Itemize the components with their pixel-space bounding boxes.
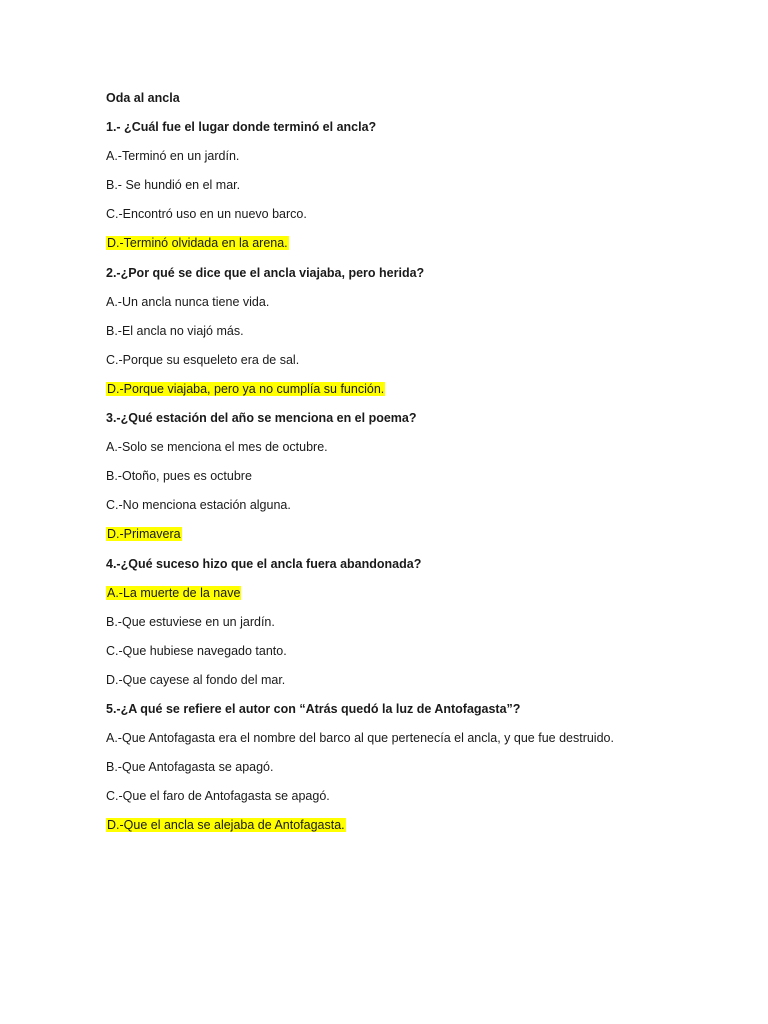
document-title-text: Oda al ancla: [106, 91, 180, 105]
question-text: 5.-¿A qué se refiere el autor con “Atrás quedó la luz de Antofagasta”?: [106, 701, 521, 716]
option-2a: [106, 294, 746, 310]
question-2: [106, 265, 746, 281]
option-3d: [106, 526, 746, 542]
question-text: 4.-¿Qué suceso hizo que el ancla fuera abandonada?: [106, 556, 422, 571]
highlighted-answer: D.-Primavera: [107, 527, 181, 542]
option-text: B.-Que Antofagasta se apagó.: [106, 760, 274, 775]
highlighted-answer: A.-La muerte de la nave: [107, 585, 241, 600]
option-text: B.-Otoño, pues es octubre: [106, 469, 252, 484]
option-text: D.-Que cayese al fondo del mar.: [106, 672, 286, 687]
document-title: [106, 90, 746, 106]
option-5d: [106, 817, 746, 833]
highlighted-answer: D.-Que el ancla se alejaba de Antofagasta.: [107, 818, 345, 833]
question-1: [106, 119, 746, 135]
question-text: 2.-¿Por qué se dice que el ancla viajaba, pero herida?: [106, 265, 425, 280]
option-4d: [106, 672, 746, 688]
question-5: [106, 701, 746, 717]
option-text: A.-Terminó en un jardín.: [106, 149, 240, 164]
option-4a: [106, 585, 746, 601]
option-text: B.-Que estuviese en un jardín.: [106, 614, 275, 629]
question-4: [106, 556, 746, 572]
option-text: A.-Que Antofagasta era el nombre del barco al que pertenecía el ancla, y que fue destruido.: [106, 731, 614, 746]
question-text: 3.-¿Qué estación del año se menciona en el poema?: [106, 411, 417, 426]
highlighted-answer: D.-Porque viajaba, pero ya no cumplía su función.: [107, 381, 385, 396]
option-5c: [106, 788, 746, 804]
option-1a: [106, 148, 746, 164]
option-4c: [106, 643, 746, 659]
option-1b: [106, 177, 746, 193]
option-text: B.- Se hundió en el mar.: [106, 178, 241, 193]
option-text: B.-El ancla no viajó más.: [106, 323, 244, 338]
question-3: [106, 410, 746, 426]
option-text: C.-No menciona estación alguna.: [106, 498, 291, 513]
option-text: C.-Que el faro de Antofagasta se apagó.: [106, 789, 330, 804]
option-5b: [106, 759, 746, 775]
option-5a: [106, 730, 746, 746]
option-2b: [106, 323, 746, 339]
option-1c: [106, 206, 746, 222]
question-text: 1.- ¿Cuál fue el lugar donde terminó el ancla?: [106, 120, 377, 135]
option-3a: [106, 439, 746, 455]
option-1d: [106, 235, 746, 251]
option-text: A.-Un ancla nunca tiene vida.: [106, 294, 270, 309]
option-2c: [106, 352, 746, 368]
option-2d: [106, 381, 746, 397]
option-text: C.-Porque su esqueleto era de sal.: [106, 352, 300, 367]
option-text: A.-Solo se menciona el mes de octubre.: [106, 440, 328, 455]
option-4b: [106, 614, 746, 630]
document-page: [106, 90, 746, 846]
option-text: C.-Encontró uso en un nuevo barco.: [106, 207, 307, 222]
option-3c: [106, 497, 746, 513]
highlighted-answer: D.-Terminó olvidada en la arena.: [107, 236, 288, 251]
option-3b: [106, 468, 746, 484]
option-text: C.-Que hubiese navegado tanto.: [106, 643, 287, 658]
